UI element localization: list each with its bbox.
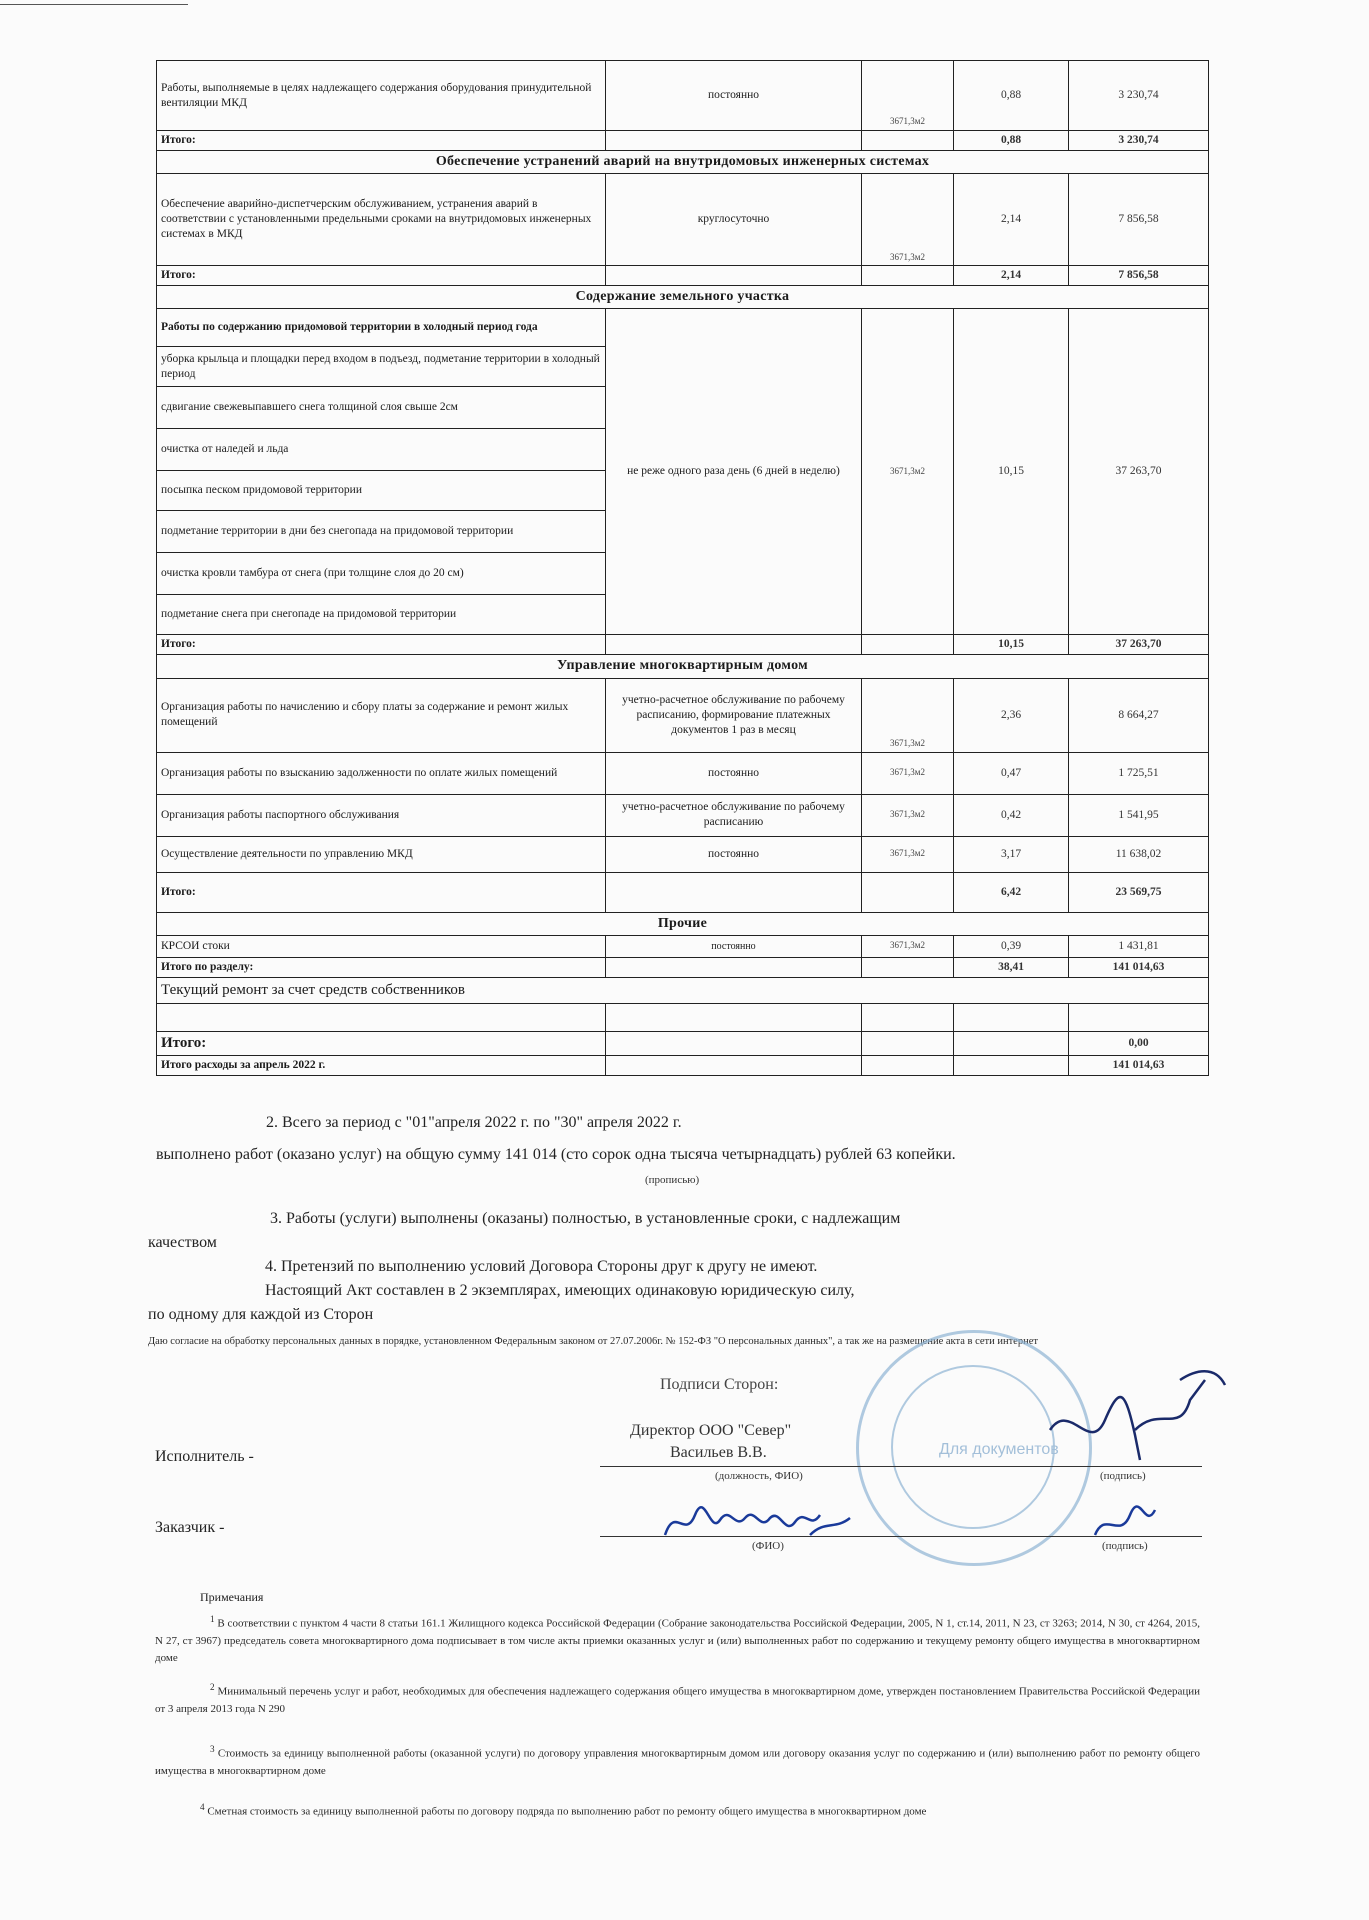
total-row xyxy=(157,1031,1209,1056)
row-period: учетно-расчетное обслуживание по рабочему расписанию, формирование платежных документов 1 раз в месяц xyxy=(606,678,862,752)
empty-cell xyxy=(606,635,862,655)
row-period: постоянно xyxy=(606,935,862,957)
table-row xyxy=(157,174,1209,266)
empty-cell xyxy=(862,1003,954,1031)
row-unit: 3671,3м2 xyxy=(862,678,954,752)
total-label: Итого расходы за апрель 2022 г. xyxy=(157,1056,606,1076)
note-2-text: Минимальный перечень услуг и работ, необходимых для обеспечения надлежащего содержания общего имущества в многоквартирном доме, утвержден постановлением Правительства Российской Федерации от 3 апреля 2013 года N 290 xyxy=(155,1685,1201,1715)
zemlya-item: сдвигание свежевыпавшего снега толщиной слоя свыше 2см xyxy=(157,387,606,429)
total-label: Итого: xyxy=(157,266,606,286)
zemlya-item: подметание территории в дни без снегопада на придомовой территории xyxy=(157,511,606,553)
total-sum: 141 014,63 xyxy=(1069,1056,1209,1076)
empty-cell xyxy=(862,957,954,977)
section-header xyxy=(157,655,1209,678)
row-name: Осуществление деятельности по управлению МКД xyxy=(157,836,606,872)
empty-cell xyxy=(862,131,954,151)
para-2b: выполнено работ (оказано услуг) на общую сумму 141 014 (сто сорок одна тысяча четырнадцать) рублей 63 копейки. xyxy=(156,1146,956,1163)
executor-label: Исполнитель - xyxy=(155,1448,254,1465)
total-sum: 0,00 xyxy=(1069,1031,1209,1056)
row-unit: 3671,3м2 xyxy=(862,794,954,836)
total-rate: 2,14 xyxy=(954,266,1069,286)
row-period: постоянно xyxy=(606,61,862,131)
row-period: постоянно xyxy=(606,836,862,872)
para-5b: по одному для каждой из Сторон xyxy=(148,1306,374,1323)
total-label: Итого: xyxy=(157,1031,606,1056)
row-sum: 37 263,70 xyxy=(1069,309,1209,635)
empty-cell xyxy=(954,1056,1069,1076)
para-3b: качеством xyxy=(148,1234,217,1251)
works-table xyxy=(156,60,1209,1076)
total-label: Итого: xyxy=(157,872,606,912)
note-1-text: В соответствии с пунктом 4 части 8 статьи 161.1 Жилищного кодекса Российской Федерации (Собрание законодательства Российской Федерации, 2005, N 1, ст.14, 2011, N 23, ст 3263; 2014, N 30, ст 4264, 2015, N 27, ст 3967) председатель совета многоквартирного дома подписывает в том числе акты приемки оказанных услуг и (или) выполненных работ по содержанию и текущему ремонту общего имущества в многоквартирном доме xyxy=(155,1617,1201,1664)
total-sum: 7 856,58 xyxy=(1069,266,1209,286)
total-label: Итого: xyxy=(157,131,606,151)
total-sum: 23 569,75 xyxy=(1069,872,1209,912)
total-row xyxy=(157,266,1209,286)
table-row xyxy=(157,752,1209,794)
total-row xyxy=(157,957,1209,977)
row-rate: 0,88 xyxy=(954,61,1069,131)
row-rate: 0,47 xyxy=(954,752,1069,794)
total-rate: 38,41 xyxy=(954,957,1069,977)
empty-cell xyxy=(606,957,862,977)
total-sum: 141 014,63 xyxy=(1069,957,1209,977)
row-name: Обеспечение аварийно-диспетчерским обслуживанием, устранения аварий в соответствии с установленными предельными сроками на внутридомовых инженерных системах в МКД xyxy=(157,174,606,266)
section-title: Управление многоквартирным домом xyxy=(157,655,1209,678)
total-row xyxy=(157,131,1209,151)
note-1-sup: 1 xyxy=(210,1614,215,1624)
empty-cell xyxy=(1069,1003,1209,1031)
row-unit: 3671,3м2 xyxy=(862,309,954,635)
total-row xyxy=(157,635,1209,655)
row-period: круглосуточно xyxy=(606,174,862,266)
row-unit: 3671,3м2 xyxy=(862,935,954,957)
row-sum: 8 664,27 xyxy=(1069,678,1209,752)
executor-signature-icon xyxy=(1030,1360,1230,1470)
row-rate: 0,42 xyxy=(954,794,1069,836)
empty-cell xyxy=(862,266,954,286)
note-4 xyxy=(155,1800,1200,1821)
total-rate: 6,42 xyxy=(954,872,1069,912)
zemlya-item: подметание снега при снегопаде на придомовой территории xyxy=(157,595,606,635)
empty-cell xyxy=(606,872,862,912)
executor-position: Директор ООО "Север" xyxy=(630,1422,792,1439)
empty-cell xyxy=(606,1031,862,1056)
row-period: не реже одного раза день (6 дней в неделю) xyxy=(606,309,862,635)
row-period: учетно-расчетное обслуживание по рабочему расписанию xyxy=(606,794,862,836)
row-sum: 1 541,95 xyxy=(1069,794,1209,836)
row-unit: 3671,3м2 xyxy=(862,836,954,872)
section-title: Содержание земельного участка xyxy=(157,286,1209,309)
note-3 xyxy=(155,1742,1200,1780)
row-unit: 3671,3м2 xyxy=(862,61,954,131)
row-sum: 11 638,02 xyxy=(1069,836,1209,872)
row-name: КРСОИ стоки xyxy=(157,935,606,957)
row-sum: 1 431,81 xyxy=(1069,935,1209,957)
empty-cell xyxy=(606,1056,862,1076)
customer-label: Заказчик - xyxy=(155,1519,225,1536)
section-title: Прочие xyxy=(157,912,1209,935)
table-row xyxy=(157,935,1209,957)
row-rate: 0,39 xyxy=(954,935,1069,957)
signatures-title: Подписи Сторон: xyxy=(660,1376,779,1393)
executor-name: Васильев В.В. xyxy=(670,1444,767,1461)
stamp-label: Для документов xyxy=(939,1441,1059,1458)
table-row xyxy=(157,678,1209,752)
note-3-sup: 3 xyxy=(210,1744,215,1754)
row-name: Организация работы паспортного обслуживания xyxy=(157,794,606,836)
table-row xyxy=(157,1003,1209,1031)
zemlya-item: уборка крыльца и площадки перед входом в подъезд, подметание территории в холодный период xyxy=(157,347,606,387)
total-sum: 37 263,70 xyxy=(1069,635,1209,655)
customer-signature-icon xyxy=(660,1500,860,1545)
total-sum: 3 230,74 xyxy=(1069,131,1209,151)
row-rate: 2,14 xyxy=(954,174,1069,266)
row-name: Работы, выполняемые в целях надлежащего содержания оборудования принудительной вентиляции МКД xyxy=(157,61,606,131)
table-row xyxy=(157,794,1209,836)
total-label: Итого по разделу: xyxy=(157,957,606,977)
executor-sign-caption: (подпись) xyxy=(1100,1470,1146,1482)
table-row xyxy=(157,836,1209,872)
section-row xyxy=(157,977,1209,1003)
section-header xyxy=(157,912,1209,935)
note-4-sup: 4 xyxy=(200,1802,205,1812)
para-3: 3. Работы (услуги) выполнены (оказаны) полностью, в установленные сроки, с надлежащим xyxy=(270,1210,901,1227)
empty-cell xyxy=(157,1003,606,1031)
note-1 xyxy=(155,1612,1200,1667)
para-5: Настоящий Акт составлен в 2 экземплярах, имеющих одинаковую юридическую силу, xyxy=(265,1282,855,1299)
empty-cell xyxy=(862,1031,954,1056)
top-rule xyxy=(0,4,188,5)
row-rate: 3,17 xyxy=(954,836,1069,872)
note-2 xyxy=(155,1680,1200,1718)
customer-sign-caption: (подпись) xyxy=(1102,1540,1148,1552)
row-unit: 3671,3м2 xyxy=(862,174,954,266)
row-name: Организация работы по начислению и сбору платы за содержание и ремонт жилых помещений xyxy=(157,678,606,752)
empty-cell xyxy=(954,1031,1069,1056)
total-row xyxy=(157,872,1209,912)
empty-cell xyxy=(862,1056,954,1076)
propisyu-caption: (прописью) xyxy=(645,1174,700,1186)
row-unit: 3671,3м2 xyxy=(862,752,954,794)
zemlya-item: посыпка песком придомовой территории xyxy=(157,471,606,511)
total-rate: 0,88 xyxy=(954,131,1069,151)
note-2-sup: 2 xyxy=(210,1682,215,1692)
empty-cell xyxy=(862,635,954,655)
zemlya-item: очистка от наледей и льда xyxy=(157,429,606,471)
table-row xyxy=(157,309,1209,347)
row-period: постоянно xyxy=(606,752,862,794)
row-name: Организация работы по взысканию задолженности по оплате жилых помещений xyxy=(157,752,606,794)
empty-cell xyxy=(606,1003,862,1031)
note-4-text: Сметная стоимость за единицу выполненной работы по договору подряда по выполнению работ по ремонту общего имущества в многоквартирном доме xyxy=(207,1805,927,1818)
empty-cell xyxy=(954,1003,1069,1031)
zemlya-header: Работы по содержанию придомовой территории в холодный период года xyxy=(157,309,606,347)
row-sum: 3 230,74 xyxy=(1069,61,1209,131)
total-label: Итого: xyxy=(157,635,606,655)
total-row xyxy=(157,1056,1209,1076)
total-rate: 10,15 xyxy=(954,635,1069,655)
empty-cell xyxy=(606,266,862,286)
zemlya-item: очистка кровли тамбура от снега (при толщине слоя до 20 см) xyxy=(157,553,606,595)
table-row xyxy=(157,61,1209,131)
section-title: Обеспечение устранений аварий на внутридомовых инженерных системах xyxy=(157,151,1209,174)
row-sum: 7 856,58 xyxy=(1069,174,1209,266)
section-header xyxy=(157,286,1209,309)
section-header xyxy=(157,151,1209,174)
para-2: 2. Всего за период с "01"апреля 2022 г. по "30" апреля 2022 г. xyxy=(266,1114,682,1131)
empty-cell xyxy=(862,872,954,912)
customer-caption: (ФИО) xyxy=(752,1540,784,1552)
para-4: 4. Претензий по выполнению условий Договора Стороны друг к другу не имеют. xyxy=(265,1258,818,1275)
executor-caption: (должность, ФИО) xyxy=(715,1470,803,1482)
row-rate: 2,36 xyxy=(954,678,1069,752)
notes-title: Примечания xyxy=(200,1590,264,1604)
empty-cell xyxy=(606,131,862,151)
consent-text: Даю согласие на обработку персональных данных в порядке, установленном Федеральным законом от 27.07.2006г. № 152-ФЗ "О персональных данных", а так же на размещение акта в сети интернет xyxy=(148,1336,1038,1347)
customer-sign-scribble-icon xyxy=(1090,1500,1160,1545)
row-rate: 10,15 xyxy=(954,309,1069,635)
row-sum: 1 725,51 xyxy=(1069,752,1209,794)
remont-label: Текущий ремонт за счет средств собственников xyxy=(157,977,1209,1003)
note-3-text: Стоимость за единицу выполненной работы (оказанной услуги) по договору управления многоквартирным домом или договору оказания услуг по содержанию и (или) выполнению работ по ремонту общего имущества в многоквартирном доме xyxy=(155,1747,1200,1777)
